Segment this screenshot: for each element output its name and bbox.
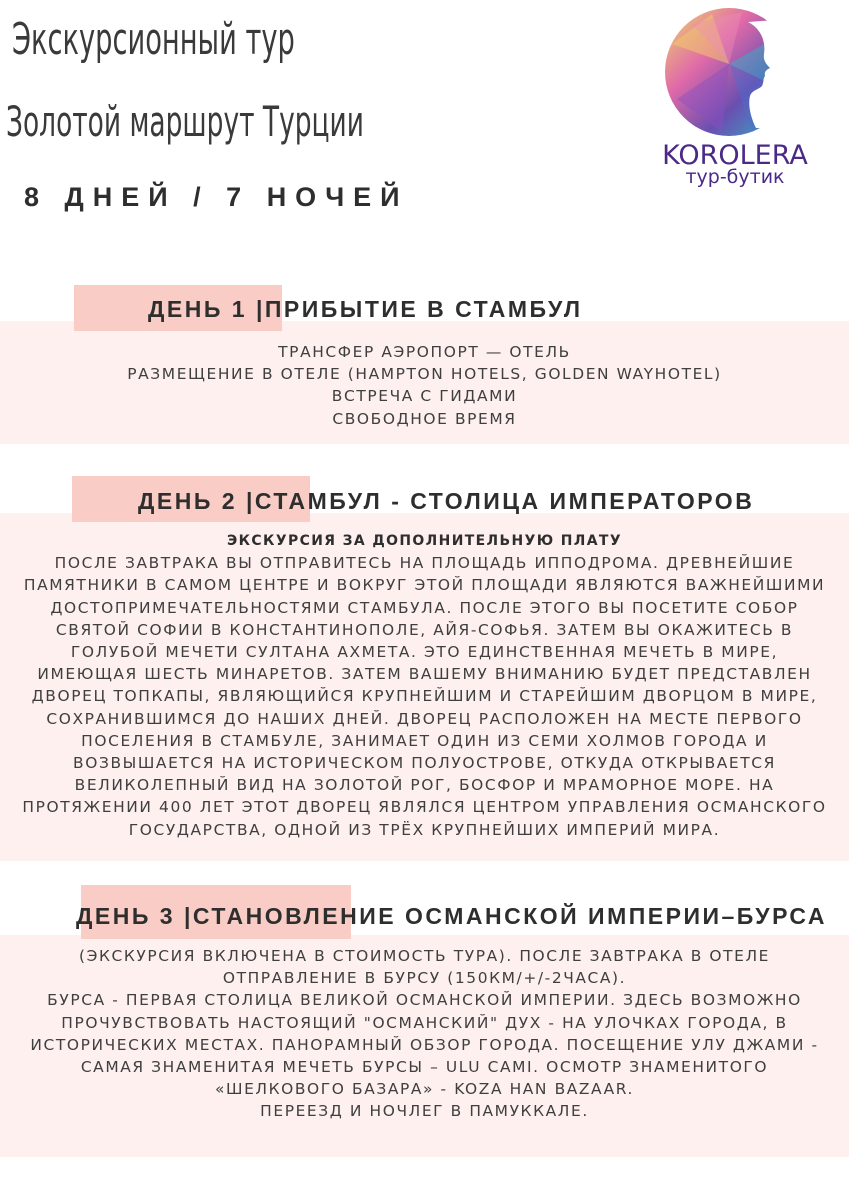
day-3-line: БУРСА - ПЕРВАЯ СТОЛИЦА ВЕЛИКОЙ ОСМАНСКОЙ ИМПЕРИИ. ЗДЕСЬ ВОЗМОЖНО [47,991,802,1010]
day-1-line: ТРАНСФЕР АЭРОПОРТ — ОТЕЛЬ [278,343,571,361]
day-3-line: ПРОЧУВСТВОВАТЬ НАСТОЯЩИЙ "ОСМАНСКИЙ" ДУХ - НА УЛОЧКАХ ГОРОДА, В [61,1013,788,1032]
day-1-line: ВСТРЕЧА С ГИДАМИ [331,387,518,406]
day-2-line: ДОСТОПРИМЕЧАТЕЛЬНОСТЯМИ СТАМБУЛА. ПОСЛЕ ЭТОГО ВЫ ПОСЕТИТЕ СОБОР [50,598,799,617]
tour-duration: 8 ДНЕЙ / 7 НОЧЕЙ [24,182,409,212]
title-line-2: Золотой маршрут Турции [6,97,364,146]
day-2-line: СОХРАНИВШИМСЯ ДО НАШИХ ДНЕЙ. ДВОРЕЦ РАСПОЛОЖЕН НА МЕСТЕ ПЕРВОГО [46,709,803,728]
day-2-line: ПОСЛЕ ЗАВТРАКА ВЫ ОТПРАВИТЕСЬ НА ПЛОЩАДЬ ИППОДРОМА. ДРЕВНЕЙШИЕ [54,554,795,573]
day-1-line: РАЗМЕЩЕНИЕ В ОТЕЛЕ (HAMPTON HOTELS, GOLDEN WAYHOTEL) [127,365,722,384]
day-3-line: (ЭКСКУРСИЯ ВКЛЮЧЕНА В СТОИМОСТЬ ТУРА). ПОСЛЕ ЗАВТРАКА В ОТЕЛЕ [78,947,771,965]
day-2-line: ВЕЛИКОЛЕПНЫЙ ВИД НА ЗОЛОТОЙ РОГ, БОСФОР И МРАМОРНОЕ МОРЕ. НА [74,776,775,795]
day-2-line: ПАМЯТНИКИ В САМОМ ЦЕНТРЕ И ВОКРУГ ЭТОЙ ПЛОЩАДИ ЯВЛЯЮТСЯ ВАЖНЕЙШИМИ [23,576,826,595]
day-3-line: ИСТОРИЧЕСКИХ МЕСТАХ. ПАНОРАМНЫЙ ОБЗОР ГОРОДА. ПОСЕЩЕНИЕ УЛУ ДЖАМИ - [30,1035,819,1054]
day-2-line: ПОСЕЛЕНИЯ В СТАМБУЛЕ, ЗАНИМАЕТ ОДИН ИЗ СЕМИ ХОЛМОВ ГОРОДА И [81,731,768,750]
logo-subtitle: тур-бутик [685,166,785,188]
day-1-line: СВОБОДНОЕ ВРЕМЯ [332,409,517,428]
day-2-line: ГОСУДАРСТВА, ОДНОЙ ИЗ ТРЁХ КРУПНЕЙШИХ ИМПЕРИЙ МИРА. [128,820,721,839]
day-3-details [0,945,849,1123]
title-line-1: Экскурсионный тур [12,14,295,65]
day-1-details [0,341,849,430]
day-2-line: ИМЕЮЩАЯ ШЕСТЬ МИНАРЕТОВ. ЗАТЕМ ВАШЕМУ ВНИМАНИЮ БУДЕТ ПРЕДСТАВЛЕН [37,665,812,684]
logo-emblem-icon [652,4,818,140]
day-2-line: ГОЛУБОЙ МЕЧЕТИ СУЛТАНА АХМЕТА. ЭТО ЕДИНСТВЕННАЯ МЕЧЕТЬ В МИРЕ, [70,643,779,662]
day-2-line: ПРОТЯЖЕНИИ 400 ЛЕТ ЭТОТ ДВОРЕЦ ЯВЛЯЛСЯ ЦЕНТРОМ УПРАВЛЕНИЯ ОСМАНСКОГО [22,798,827,817]
day-3-line: ОТПРАВЛЕНИЕ В БУРСУ (150КМ/+/-2ЧАСА). [222,969,627,988]
korolera-logo [652,4,832,194]
day-2-details [0,530,849,841]
day-3-line: ПЕРЕЕЗД И НОЧЛЕГ В ПАМУККАЛЕ. [260,1102,589,1121]
day-2-line: ВОЗВЫШАЕТСЯ НА ИСТОРИЧЕСКОМ ПОЛУОСТРОВЕ, ОТКУДА ОТКРЫВАЕТСЯ [73,754,776,773]
day-3-title: ДЕНЬ 3 |СТАНОВЛЕНИЕ ОСМАНСКОЙ ИМПЕРИИ–БУРСА [76,903,827,929]
day-3-line: «ШЕЛКОВОГО БАЗАРА» - KOZA HAN BAZAAR. [214,1080,635,1099]
day-2-line: СВЯТОЙ СОФИИ В КОНСТАНТИНОПОЛЕ, АЙЯ-СОФЬЯ. ЗАТЕМ ВЫ ОКАЖИТЕСЬ В [55,620,794,639]
day-2-subtitle: ЭКСКУРСИЯ ЗА ДОПОЛНИТЕЛЬНУЮ ПЛАТУ [227,533,622,549]
day-2-line: ДВОРЕЦ ТОПКАПЫ, ЯВЛЯЮЩИЙСЯ КРУПНЕЙШИМ И СТАРЕЙШИМ ДВОРЦОМ В МИРЕ, [31,687,818,706]
day-3-line: САМАЯ ЗНАМЕНИТАЯ МЕЧЕТЬ БУРСЫ – ULU CAMI. ОСМОТР ЗНАМЕНИТОГО [80,1058,769,1077]
day-2-title: ДЕНЬ 2 |СТАМБУЛ - СТОЛИЦА ИМПЕРАТОРОВ [138,488,755,514]
logo-brand-name: KOROLERA [662,140,808,171]
day-1-title: ДЕНЬ 1 |ПРИБЫТИЕ В СТАМБУЛ [148,296,583,322]
